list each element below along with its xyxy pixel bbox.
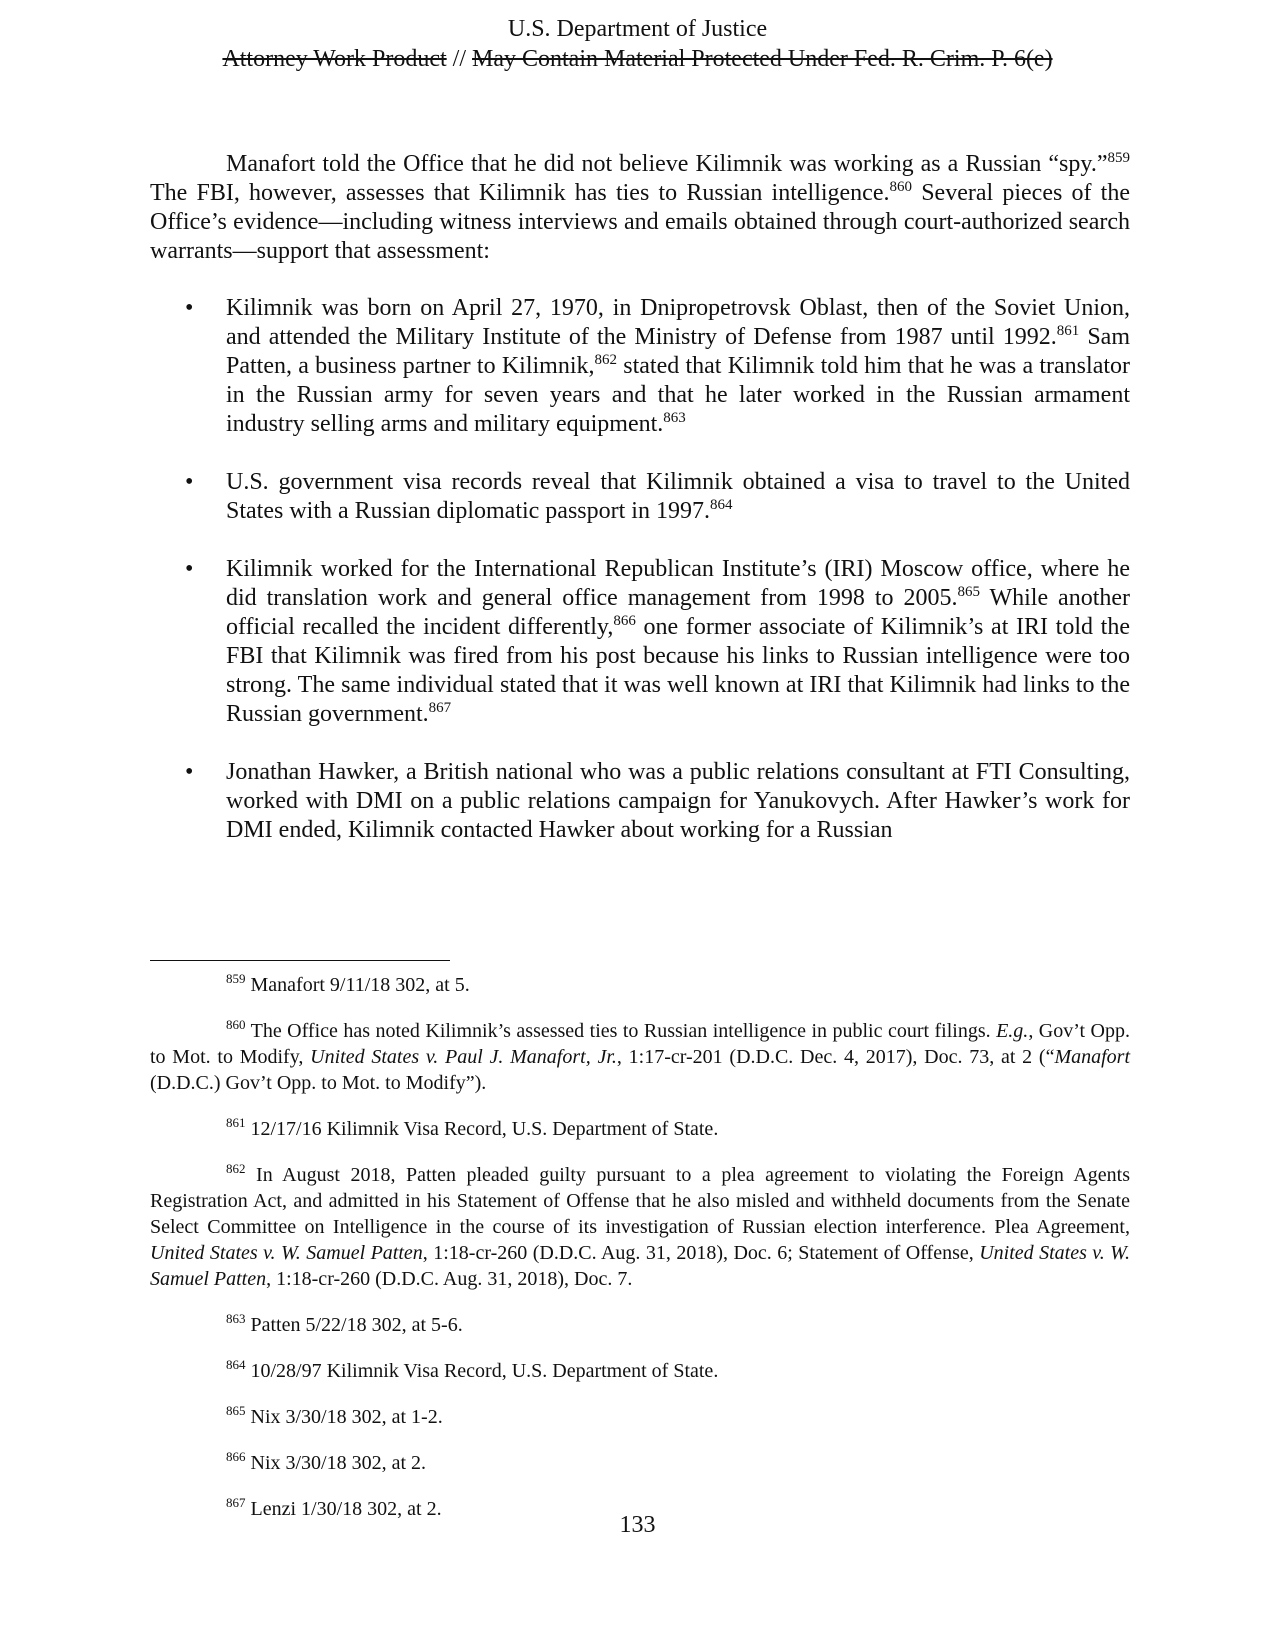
bullet-icon: • — [185, 469, 194, 495]
case-name: United States v. W. Samuel Patten — [150, 1242, 1130, 1290]
list-item-text: While another official recalled the incident differently, — [226, 585, 1131, 640]
intro-paragraph — [150, 150, 1130, 266]
footnote-ref: 864 — [709, 497, 733, 513]
footnote — [150, 1450, 1130, 1476]
page-header — [0, 14, 1275, 74]
footnote-text: , 1:18-cr-260 (D.D.C. Aug. 31, 2018), Doc. 7. — [266, 1268, 633, 1290]
footnote-ref: 860 — [889, 179, 912, 195]
list-item — [150, 555, 1130, 729]
footnote-divider — [150, 960, 450, 961]
case-name: United States v. Paul J. Manafort, Jr. — [310, 1046, 617, 1068]
footnote-text: In August 2018, Patten pleaded guilty pursuant to a plea agreement to violating the Foreign Agents Registration Act, and admitted in his Statement of Offense that he also misled and withheld documents from the Senate Select Committee on Intelligence in the course of its investigation of Russian election interference. Plea Agreement, — [150, 1164, 1130, 1238]
intro-text: Several pieces of the Office’s evidence—including witness interviews and emails obtained through court-authorized search warrants—support that assessment: — [150, 180, 1131, 264]
list-item — [150, 468, 1130, 526]
footnote-ref: 867 — [428, 700, 452, 716]
footnote — [150, 1162, 1130, 1292]
footnote-number: 860 — [226, 1017, 246, 1032]
footnote-text: The Office has noted Kilimnik’s assessed ties to Russian intelligence in public court filings. — [245, 1020, 997, 1042]
footnote-text: Nix 3/30/18 302, at 1-2. — [245, 1406, 443, 1428]
footnote-ref: 861 — [1056, 323, 1080, 339]
footnote-text: Lenzi 1/30/18 302, at 2. — [245, 1498, 442, 1520]
footnote-number: 865 — [226, 1403, 246, 1418]
bullet-icon: • — [185, 556, 194, 582]
list-item — [150, 758, 1130, 845]
footnote-italic: E.g. — [996, 1020, 1029, 1042]
footnote-text: Manafort 9/11/18 302, at 5. — [245, 974, 470, 996]
footnote-ref: 859 — [1107, 150, 1130, 166]
list-item-text: Kilimnik was born on April 27, 1970, in Dnipropetrovsk Oblast, then of the Soviet Union, and attended the Military Institute of the Ministry of Defense from 1987 until 1992. — [226, 295, 1130, 350]
footnote-text: , Gov’t Opp. to Mot. to Modify, — [150, 1020, 1130, 1068]
marking-separator: // — [446, 46, 473, 72]
evidence-list — [150, 294, 1130, 874]
footnote — [150, 1018, 1130, 1096]
case-name: United States v. W. Samuel Patten — [150, 1242, 423, 1264]
bullet-icon: • — [185, 759, 194, 785]
list-item-text: one former associate of Kilimnik’s at IRI told the FBI that Kilimnik was fired from his post because his links to Russian intelligence were too strong. The same individual stated that it was well known at IRI that Kilimnik had links to the Russian government. — [226, 614, 1131, 727]
page-number: 133 — [619, 1512, 656, 1538]
list-item-text: Kilimnik worked for the International Republican Institute’s (IRI) Moscow office, where he did translation work and general office management from 1998 to 2005. — [226, 556, 1130, 611]
footnote-ref: 862 — [594, 352, 617, 368]
footnote-text: , 1:17-cr-201 (D.D.C. Dec. 4, 2017), Doc. 73, at 2 (“ — [616, 1046, 1055, 1068]
footnote — [150, 1358, 1130, 1384]
footnote — [150, 1404, 1130, 1430]
bullet-icon: • — [185, 295, 194, 321]
footnote-text: Patten 5/22/18 302, at 5-6. — [245, 1314, 463, 1336]
footnote-number: 859 — [226, 971, 246, 986]
footnote-text: (D.D.C.) Gov’t Opp. to Mot. to Modify”). — [150, 1072, 487, 1094]
work-product-marking: Attorney Work Product — [222, 46, 447, 72]
footnote-text: , 1:18-cr-260 (D.D.C. Aug. 31, 2018), Doc. 6; Statement of Offense, — [422, 1242, 980, 1264]
list-item-text: Sam Patten, a business partner to Kilimnik, — [226, 324, 1130, 379]
classification-line — [0, 44, 1275, 74]
footnote-ref: 863 — [663, 410, 686, 426]
list-item-text: stated that Kilimnik told him that he was a translator in the Russian army for seven years and that he later worked in the Russian armament industry selling arms and military equipment. — [226, 353, 1130, 437]
list-item-text: Jonathan Hawker, a British national who was a public relations consultant at FTI Consulting, worked with DMI on a public relations campaign for Yanukovych. After Hawker’s work for DMI ended, Kilimnik contacted Hawker about working for a Russian — [226, 759, 1130, 843]
footnote-number: 862 — [226, 1161, 246, 1176]
footnote-text: 12/17/16 Kilimnik Visa Record, U.S. Department of State. — [245, 1118, 719, 1140]
case-short-name: Manafort — [1054, 1046, 1131, 1068]
grand-jury-marking: May Contain Material Protected Under Fed. R. Crim. P. 6(e) — [472, 46, 1053, 72]
footnote-ref: 865 — [957, 584, 980, 600]
footnote — [150, 972, 1130, 998]
footnotes-section — [150, 972, 1130, 1534]
footnote-ref: 866 — [613, 613, 636, 629]
footnote-number: 864 — [226, 1357, 246, 1372]
footnote — [150, 1116, 1130, 1142]
footnote-number: 866 — [226, 1449, 246, 1464]
department-title: U.S. Department of Justice — [507, 16, 768, 42]
footnote-number: 863 — [226, 1311, 246, 1326]
footnote — [150, 1312, 1130, 1338]
footnote-text: 10/28/97 Kilimnik Visa Record, U.S. Department of State. — [245, 1360, 719, 1382]
footnote-text: Nix 3/30/18 302, at 2. — [245, 1452, 427, 1474]
footnote-number: 861 — [226, 1115, 246, 1130]
intro-text: The FBI, however, assesses that Kilimnik has ties to Russian intelligence. — [150, 180, 890, 206]
list-item-text: U.S. government visa records reveal that Kilimnik obtained a visa to travel to the United States with a Russian diplomatic passport in 1997. — [226, 469, 1130, 524]
intro-text: Manafort told the Office that he did not believe Kilimnik was working as a Russian “spy.” — [226, 151, 1108, 177]
footnote-number: 867 — [226, 1495, 246, 1510]
list-item — [150, 294, 1130, 439]
